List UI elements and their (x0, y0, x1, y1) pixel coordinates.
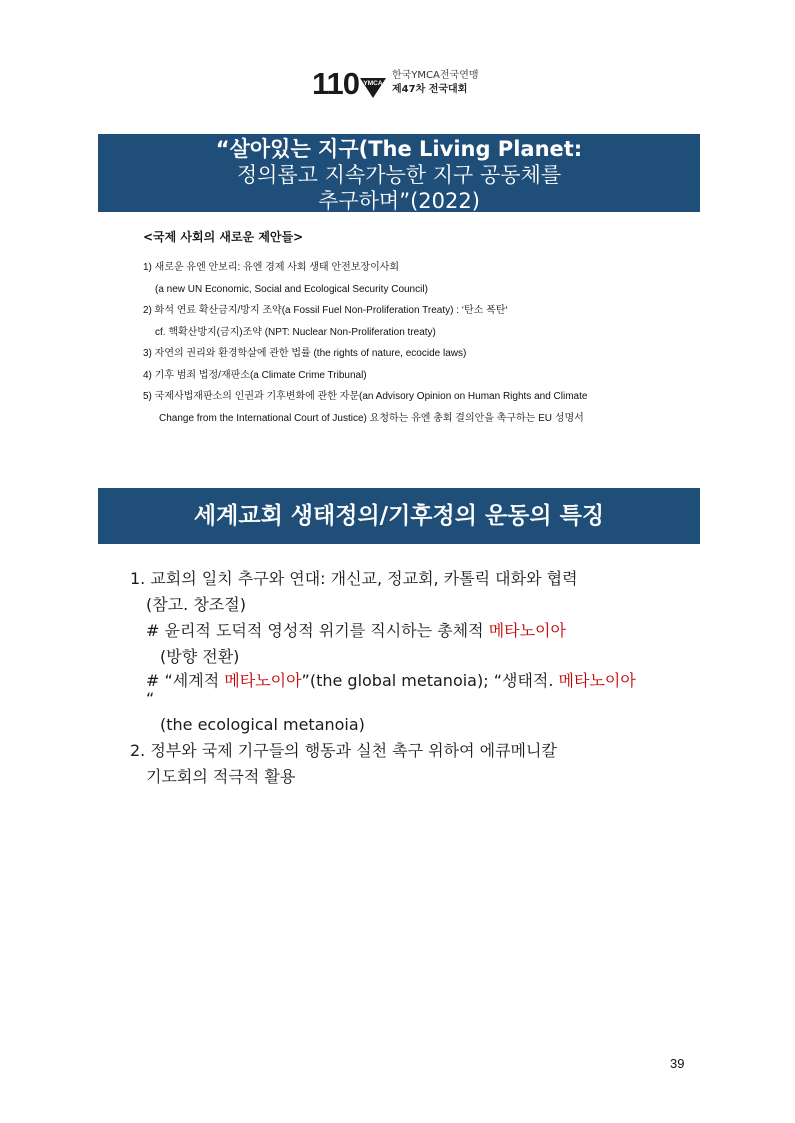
feature-item-2: 2. 정부와 국제 기구들의 행동과 실천 촉구 위하여 에큐메니칼 (130, 741, 557, 760)
metanoia-highlight: 메타노이아 (558, 671, 636, 690)
proposal-line: 5) 국제사법재판소의 인권과 기후변화에 관한 자문(an Advisory Opinion on Human Rights and Climate (143, 391, 588, 402)
living-planet-banner (98, 134, 700, 212)
proposals-heading: <국제 사회의 새로운 제안들> (143, 230, 304, 244)
proposal-line: 1) 새로운 유엔 안보리: 유엔 경제 사회 생태 안전보장이사회 (143, 262, 400, 273)
metanoia-highlight: 메타노이아 (488, 621, 566, 640)
page-number: 39 (670, 1056, 685, 1071)
banner-title-line1: “살아있는 지구(The Living Planet: (215, 137, 583, 161)
proposal-line: 4) 기후 범죄 법정/재판소(a Climate Crime Tribunal) (143, 369, 367, 381)
feature-sub-1-cont: (방향 전환) (160, 647, 240, 666)
movement-features-banner (98, 488, 700, 544)
logo-number: 110 (312, 66, 360, 101)
feature-sub-2-cont: (the ecological metanoia) (160, 715, 365, 734)
feature-sub-2 (130, 670, 730, 692)
feature-sub-1 (130, 618, 730, 644)
feature-sub-2-mid: ”(the global metanoia); “생태적. (301, 671, 559, 690)
ymca-triangle-icon (360, 74, 386, 98)
logo-event-name: 제47차 전국대회 (392, 84, 468, 95)
international-proposals (143, 228, 703, 429)
svg-text:YMCA: YMCA (363, 80, 383, 87)
logo-org-name: 한국YMCA전국연맹 (392, 70, 479, 81)
feature-item-1: 1. 교회의 일치 추구와 연대: 개신교, 정교회, 카톨릭 대화와 협력 (130, 569, 578, 588)
conference-logo (312, 66, 492, 102)
proposal-line: cf. 핵확산방지(금지)조약 (NPT: Nuclear Non-Proliferation treaty) (155, 326, 436, 338)
metanoia-highlight: 메타노이아 (224, 671, 302, 690)
proposal-line: Change from the International Court of Justice) 요청하는 유엔 총회 결의안을 촉구하는 EU 성명서 (159, 412, 584, 424)
features-banner-title: 세계교회 생태정의/기후정의 운동의 특징 (193, 503, 605, 529)
banner-title-line2: 정의롭고 지속가능한 지구 공동체를 (236, 163, 562, 187)
feature-sub-2-text: # “세계적 (146, 671, 225, 690)
feature-sub-2-quote: “ (146, 689, 155, 708)
feature-sub-1-text: # 윤리적 도덕적 영성적 위기를 직시하는 총체적 (146, 621, 489, 640)
features-list (130, 566, 730, 790)
banner-title-line3: 추구하며”(2022) (318, 189, 480, 212)
proposal-line: 2) 화석 연료 확산금지/방지 조약(a Fossil Fuel Non-Proliferation Treaty) : ‘탄소 폭탄‘ (143, 305, 508, 316)
feature-item-1-note: (참고. 창조절) (146, 595, 246, 614)
proposal-line: 3) 자연의 권리와 환경학살에 관한 법률 (the rights of nature, ecocide laws) (143, 348, 467, 359)
feature-item-2-cont: 기도회의 적극적 활용 (146, 767, 296, 786)
proposal-line: (a new UN Economic, Social and Ecological Security Council) (155, 283, 428, 295)
